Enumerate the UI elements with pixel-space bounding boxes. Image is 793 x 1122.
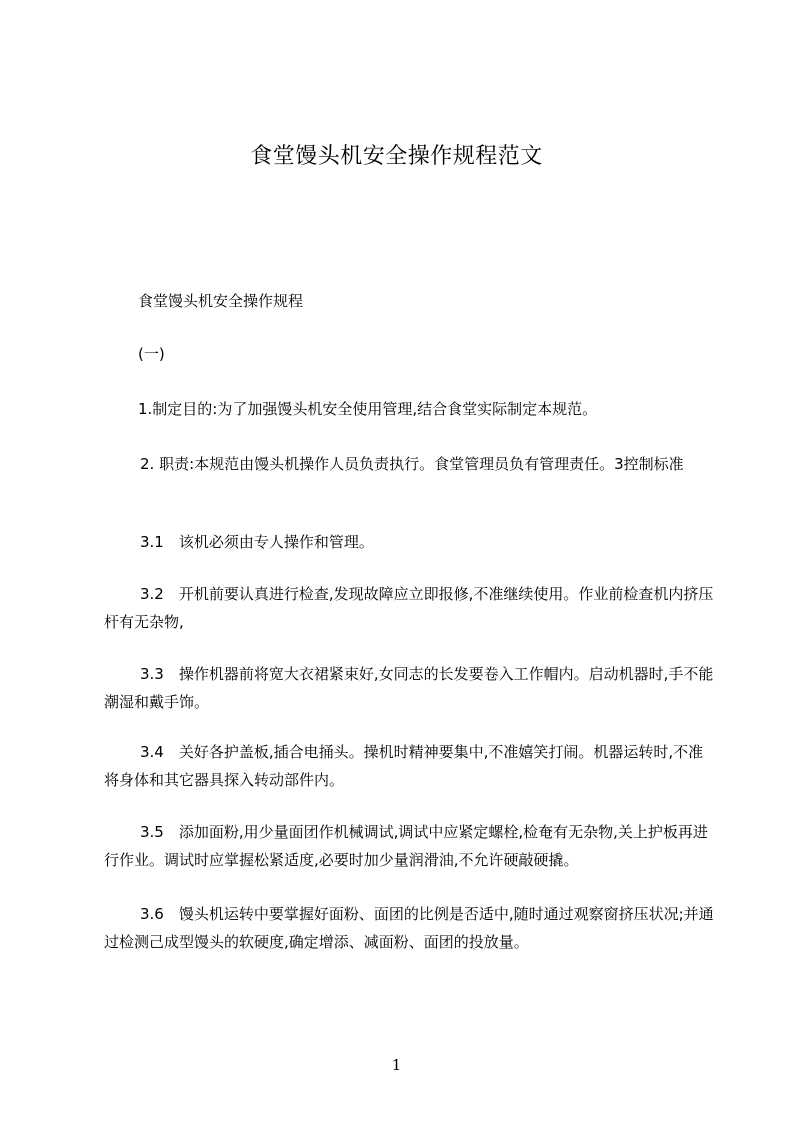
paragraph-3-5: 3.5 添加面粉,用少量面团作机械调试,调试中应紧定螺栓,检奄有无杂物,关上护板再进行作业。调试时应掌握松紧适度,必要时加少量润滑油,不允许硬敲硬撬。 — [104, 823, 708, 869]
paragraph-3-4: 3.4 关好各护盖板,插合电捅头。操机时精神要集中,不准嬉笑打闹。机器运转时,不准将身体和其它器具探入转动部件内。 — [104, 743, 704, 789]
paragraph-3-1: 3.1 该机必须由专人操作和管理。 — [140, 533, 374, 551]
document-title: 食堂馒头机安全操作规程范文 — [250, 144, 543, 169]
page-number: 1 — [391, 1056, 402, 1074]
paragraph-responsibility: 2. 职责:本规范由馒头机操作人员负责执行。食堂管理员负有管理责任。3控制标准 — [140, 455, 684, 473]
section-number: (一) — [138, 345, 165, 363]
paragraph-purpose: 1.制定目的:为了加强馒头机安全使用管理,结合食堂实际制定本规范。 — [138, 400, 598, 418]
paragraph-3-3: 3.3 操作机器前将宽大衣裙紧束好,女同志的长发要卷入工作帽内。启动机器时,手不能潮湿和戴手饰。 — [104, 665, 714, 711]
paragraph-3-2: 3.2 开机前要认真进行检查,发现故障应立即报修,不准继续使用。作业前检查机内挤压杆有无杂物, — [104, 585, 714, 631]
section-heading: 食堂馒头机安全操作规程 — [138, 292, 304, 310]
paragraph-3-6: 3.6 馒头机运转中要掌握好面粉、面团的比例是否适中,随时通过观察窗挤压状况;并通过检测己成型馒头的软硬度,确定增添、减面粉、面团的投放量。 — [104, 905, 714, 951]
